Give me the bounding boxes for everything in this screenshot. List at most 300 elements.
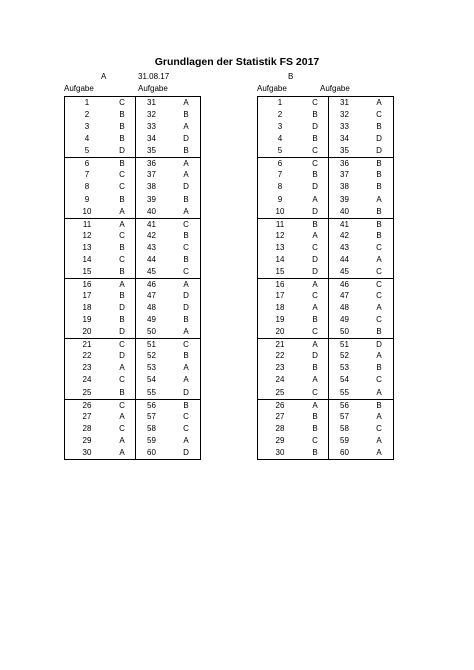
answer-letter: A <box>119 363 125 373</box>
answer-letter: C <box>376 242 382 252</box>
answer-letter: D <box>183 182 189 192</box>
answer-letter: C <box>376 315 382 325</box>
answer-letter: D <box>183 291 189 300</box>
answer-letter: A <box>119 219 125 229</box>
answer-letter: C <box>119 375 125 385</box>
answer-letter: D <box>312 254 318 264</box>
answer-letter: A <box>312 375 318 385</box>
answer-letter: A <box>376 351 382 361</box>
question-number: 4 <box>84 134 90 144</box>
answer-letter: A <box>376 254 382 264</box>
question-number: 5 <box>277 146 283 156</box>
answer-letter: C <box>183 242 189 252</box>
question-number: 56 <box>147 400 156 410</box>
table-row <box>258 266 393 278</box>
table-row <box>65 338 200 350</box>
question-number: 45 <box>340 266 349 276</box>
question-number: 12 <box>275 230 285 240</box>
table-row <box>65 387 200 399</box>
table-row <box>258 254 393 266</box>
question-number: 11 <box>82 219 92 229</box>
answer-letter: A <box>119 206 125 216</box>
answer-letter: B <box>312 315 318 325</box>
question-number: 35 <box>340 146 349 156</box>
table-row <box>65 423 200 435</box>
question-number: 30 <box>275 447 285 457</box>
answer-letter: D <box>376 146 382 156</box>
answer-letter: C <box>312 159 318 169</box>
table-row <box>258 423 393 435</box>
question-number: 3 <box>84 122 90 132</box>
question-number: 1 <box>84 98 90 107</box>
question-number: 44 <box>147 254 156 264</box>
table-row <box>258 181 393 193</box>
answer-letter: A <box>183 98 189 107</box>
question-number: 46 <box>340 279 349 289</box>
question-number: 43 <box>340 242 349 252</box>
question-number: 58 <box>340 423 349 433</box>
table-row <box>258 314 393 326</box>
answer-letter: A <box>183 159 189 169</box>
question-number: 7 <box>84 170 90 180</box>
answer-letter: C <box>376 279 382 289</box>
answer-letter: B <box>119 266 125 276</box>
question-number: 40 <box>340 206 349 216</box>
answer-letter: A <box>312 340 318 350</box>
table-row <box>258 278 393 290</box>
question-number: 57 <box>340 411 349 421</box>
answer-letter: A <box>376 435 382 445</box>
question-number: 17 <box>82 291 92 300</box>
question-number: 38 <box>147 182 156 192</box>
answer-letter: C <box>312 98 318 107</box>
question-number: 31 <box>340 98 349 107</box>
question-number: 36 <box>340 159 349 169</box>
answer-letter: D <box>312 122 318 132</box>
table-row <box>258 350 393 362</box>
question-number: 60 <box>147 447 156 457</box>
question-number: 37 <box>340 170 349 180</box>
question-number: 32 <box>340 110 349 120</box>
table-row <box>258 97 393 109</box>
question-number: 24 <box>275 375 285 385</box>
answer-letter: A <box>376 303 382 313</box>
question-number: 22 <box>275 351 285 361</box>
table-row <box>65 218 200 230</box>
answer-letter: A <box>312 230 318 240</box>
question-number: 7 <box>277 170 283 180</box>
question-number: 56 <box>340 400 349 410</box>
answer-letter: B <box>312 134 318 144</box>
answer-letter: B <box>119 291 125 300</box>
answer-letter: B <box>119 315 125 325</box>
table-row <box>65 181 200 193</box>
table-row <box>258 157 393 169</box>
question-number: 57 <box>147 411 156 421</box>
answer-letter: B <box>376 219 382 229</box>
answer-letter: C <box>119 230 125 240</box>
answer-letter: A <box>376 98 382 107</box>
answer-table-version-b <box>257 96 394 460</box>
question-number: 52 <box>147 351 156 361</box>
answer-letter: B <box>312 170 318 180</box>
question-number: 2 <box>84 110 90 120</box>
answer-letter: D <box>376 134 382 144</box>
question-number: 24 <box>82 375 92 385</box>
question-number: 37 <box>147 170 156 180</box>
answer-letter: B <box>119 110 125 120</box>
question-number: 1 <box>277 98 283 107</box>
question-number: 4 <box>277 134 283 144</box>
question-number: 50 <box>147 327 156 337</box>
answer-letter: B <box>376 400 382 410</box>
answer-letter: B <box>376 122 382 132</box>
table-row <box>65 326 200 338</box>
table-row <box>65 133 200 145</box>
table-row <box>65 254 200 266</box>
answer-letter: C <box>376 375 382 385</box>
question-number: 28 <box>82 423 92 433</box>
answer-letter: D <box>183 303 189 313</box>
question-number: 6 <box>84 159 90 169</box>
question-number: 48 <box>147 303 156 313</box>
table-row <box>258 290 393 302</box>
question-number: 48 <box>340 303 349 313</box>
answer-letter: A <box>183 327 189 337</box>
question-number: 12 <box>82 230 92 240</box>
answer-letter: A <box>119 435 125 445</box>
answer-letter: B <box>376 230 382 240</box>
table-row <box>258 145 393 157</box>
question-number: 5 <box>84 146 90 156</box>
question-number: 59 <box>147 435 156 445</box>
question-number: 44 <box>340 254 349 264</box>
table-row <box>65 109 200 121</box>
question-number: 13 <box>82 242 92 252</box>
answer-letter: C <box>183 423 189 433</box>
question-number: 51 <box>340 340 349 350</box>
question-number: 31 <box>147 98 156 107</box>
answer-letter: C <box>376 266 382 276</box>
answer-letter: C <box>312 435 318 445</box>
answer-letter: B <box>183 194 189 204</box>
question-number: 47 <box>340 291 349 300</box>
answer-letter: B <box>119 134 125 144</box>
answer-letter: D <box>312 206 318 216</box>
version-a-header-right: Aufgabe <box>138 84 168 93</box>
question-number: 8 <box>84 182 90 192</box>
question-number: 2 <box>277 110 283 120</box>
question-number: 25 <box>82 387 92 397</box>
table-row <box>65 230 200 242</box>
question-number: 16 <box>275 279 285 289</box>
question-number: 3 <box>277 122 283 132</box>
question-number: 23 <box>82 363 92 373</box>
question-number: 17 <box>275 291 285 300</box>
question-number: 20 <box>82 327 92 337</box>
question-number: 8 <box>277 182 283 192</box>
question-number: 9 <box>277 194 283 204</box>
question-number: 33 <box>147 122 156 132</box>
question-number: 19 <box>275 315 285 325</box>
answer-letter: C <box>119 98 125 107</box>
answer-letter: A <box>312 303 318 313</box>
table-row <box>65 266 200 278</box>
exam-date: 31.08.17 <box>138 72 170 81</box>
answer-letter: B <box>312 110 318 120</box>
answer-letter: B <box>376 206 382 216</box>
answer-letter: D <box>312 266 318 276</box>
answer-letter: B <box>183 254 189 264</box>
question-number: 18 <box>275 303 285 313</box>
table-row <box>258 230 393 242</box>
table-row <box>258 387 393 399</box>
question-number: 53 <box>340 363 349 373</box>
question-number: 16 <box>82 279 92 289</box>
answer-letter: C <box>119 254 125 264</box>
table-row <box>258 447 393 459</box>
table-row <box>258 302 393 314</box>
answer-letter: D <box>183 447 189 457</box>
question-number: 27 <box>82 411 92 421</box>
question-number: 41 <box>147 219 156 229</box>
answer-letter: B <box>119 122 125 132</box>
answer-letter: B <box>183 400 189 410</box>
table-row <box>65 121 200 133</box>
question-number: 49 <box>147 315 156 325</box>
answer-letter: C <box>119 182 125 192</box>
answer-letter: B <box>119 194 125 204</box>
question-number: 42 <box>147 230 156 240</box>
question-number: 25 <box>275 387 285 397</box>
answer-letter: C <box>312 242 318 252</box>
question-number: 59 <box>340 435 349 445</box>
table-row <box>258 374 393 386</box>
question-number: 39 <box>340 194 349 204</box>
version-b-header-right: Aufgabe <box>320 84 350 93</box>
question-number: 30 <box>82 447 92 457</box>
answer-letter: A <box>183 170 189 180</box>
answer-letter: B <box>376 159 382 169</box>
question-number: 20 <box>275 327 285 337</box>
answer-letter: C <box>376 423 382 433</box>
answer-letter: B <box>119 159 125 169</box>
table-row <box>258 218 393 230</box>
question-number: 46 <box>147 279 156 289</box>
answer-letter: D <box>312 182 318 192</box>
question-number: 35 <box>147 146 156 156</box>
question-number: 15 <box>82 266 92 276</box>
question-number: 9 <box>84 194 90 204</box>
table-row <box>65 435 200 447</box>
question-number: 54 <box>340 375 349 385</box>
question-number: 43 <box>147 242 156 252</box>
table-row <box>65 169 200 181</box>
question-number: 21 <box>275 340 285 350</box>
table-row <box>258 338 393 350</box>
question-number: 22 <box>82 351 92 361</box>
answer-letter: C <box>183 340 189 350</box>
answer-letter: C <box>183 219 189 229</box>
question-number: 41 <box>340 219 349 229</box>
table-row <box>258 399 393 411</box>
answer-letter: C <box>119 400 125 410</box>
question-number: 32 <box>147 110 156 120</box>
question-number: 50 <box>340 327 349 337</box>
answer-letter: A <box>119 447 125 457</box>
version-b-header-left: Aufgabe <box>257 84 287 93</box>
answer-letter: A <box>183 363 189 373</box>
answer-letter: A <box>183 435 189 445</box>
answer-letter: C <box>312 291 318 300</box>
answer-letter: C <box>312 146 318 156</box>
table-row <box>65 242 200 254</box>
table-row <box>258 206 393 218</box>
answer-letter: B <box>376 363 382 373</box>
answer-letter: A <box>312 194 318 204</box>
answer-letter: A <box>376 387 382 397</box>
table-row <box>65 157 200 169</box>
question-number: 23 <box>275 363 285 373</box>
question-number: 13 <box>275 242 285 252</box>
table-row <box>258 435 393 447</box>
question-number: 49 <box>340 315 349 325</box>
answer-letter: B <box>183 230 189 240</box>
question-number: 34 <box>147 134 156 144</box>
question-number: 55 <box>147 387 156 397</box>
question-number: 10 <box>82 206 92 216</box>
answer-letter: C <box>119 340 125 350</box>
table-row <box>65 447 200 459</box>
question-number: 6 <box>277 159 283 169</box>
answer-letter: C <box>183 411 189 421</box>
answer-letter: D <box>312 351 318 361</box>
table-row <box>258 133 393 145</box>
question-number: 34 <box>340 134 349 144</box>
answer-letter: D <box>119 146 125 156</box>
question-number: 14 <box>275 254 285 264</box>
answer-letter: A <box>183 122 189 132</box>
answer-letter: D <box>119 327 125 337</box>
table-row <box>65 411 200 423</box>
answer-letter: A <box>376 194 382 204</box>
version-a-header-left: Aufgabe <box>64 84 94 93</box>
answer-letter: A <box>183 279 189 289</box>
answer-letter: B <box>183 351 189 361</box>
answer-letter: C <box>376 291 382 300</box>
answer-letter: B <box>312 447 318 457</box>
question-number: 39 <box>147 194 156 204</box>
table-row <box>65 302 200 314</box>
answer-letter: C <box>183 266 189 276</box>
answer-letter: A <box>119 279 125 289</box>
table-row <box>65 194 200 206</box>
table-row <box>258 109 393 121</box>
answer-letter: B <box>312 423 318 433</box>
table-row <box>65 278 200 290</box>
question-number: 29 <box>275 435 285 445</box>
answer-letter: D <box>376 340 382 350</box>
question-number: 55 <box>340 387 349 397</box>
table-row <box>65 97 200 109</box>
table-row <box>258 326 393 338</box>
answer-letter: B <box>119 387 125 397</box>
question-number: 14 <box>82 254 92 264</box>
answer-letter: A <box>183 375 189 385</box>
answer-letter: B <box>183 146 189 156</box>
table-row <box>65 290 200 302</box>
table-row <box>65 399 200 411</box>
answer-letter: C <box>119 170 125 180</box>
question-number: 19 <box>82 315 92 325</box>
question-number: 58 <box>147 423 156 433</box>
table-row <box>258 242 393 254</box>
version-a-label: A <box>101 72 107 81</box>
question-number: 51 <box>147 340 156 350</box>
answer-letter: D <box>119 351 125 361</box>
table-row <box>258 362 393 374</box>
answer-letter: C <box>312 327 318 337</box>
answer-letter: A <box>312 279 318 289</box>
answer-letter: B <box>376 327 382 337</box>
question-number: 38 <box>340 182 349 192</box>
question-number: 53 <box>147 363 156 373</box>
question-number: 18 <box>82 303 92 313</box>
question-number: 10 <box>275 206 285 216</box>
question-number: 29 <box>82 435 92 445</box>
answer-letter: B <box>376 170 382 180</box>
answer-letter: B <box>119 242 125 252</box>
question-number: 36 <box>147 159 156 169</box>
question-number: 11 <box>275 219 285 229</box>
answer-letter: B <box>376 182 382 192</box>
answer-letter: D <box>183 134 189 144</box>
table-row <box>65 350 200 362</box>
table-row <box>65 362 200 374</box>
answer-letter: B <box>312 363 318 373</box>
question-number: 26 <box>82 400 92 410</box>
answer-letter: C <box>119 423 125 433</box>
answer-letter: B <box>183 110 189 120</box>
table-row <box>258 194 393 206</box>
question-number: 33 <box>340 122 349 132</box>
question-number: 52 <box>340 351 349 361</box>
answer-letter: A <box>119 411 125 421</box>
answer-letter: A <box>376 411 382 421</box>
answer-letter: B <box>312 411 318 421</box>
table-row <box>65 314 200 326</box>
table-row <box>65 145 200 157</box>
question-number: 40 <box>147 206 156 216</box>
question-number: 28 <box>275 423 285 433</box>
table-row <box>258 121 393 133</box>
table-row <box>258 169 393 181</box>
answer-letter: D <box>119 303 125 313</box>
answer-letter: C <box>312 387 318 397</box>
question-number: 47 <box>147 291 156 300</box>
answer-letter: A <box>376 447 382 457</box>
answer-letter: C <box>376 110 382 120</box>
page-title: Grundlagen der Statistik FS 2017 <box>154 56 320 68</box>
version-b-label: B <box>288 72 294 81</box>
answer-letter: A <box>183 206 189 216</box>
answer-letter: B <box>183 315 189 325</box>
answer-letter: B <box>312 219 318 229</box>
answer-letter: A <box>312 400 318 410</box>
question-number: 26 <box>275 400 285 410</box>
question-number: 45 <box>147 266 156 276</box>
question-number: 42 <box>340 230 349 240</box>
